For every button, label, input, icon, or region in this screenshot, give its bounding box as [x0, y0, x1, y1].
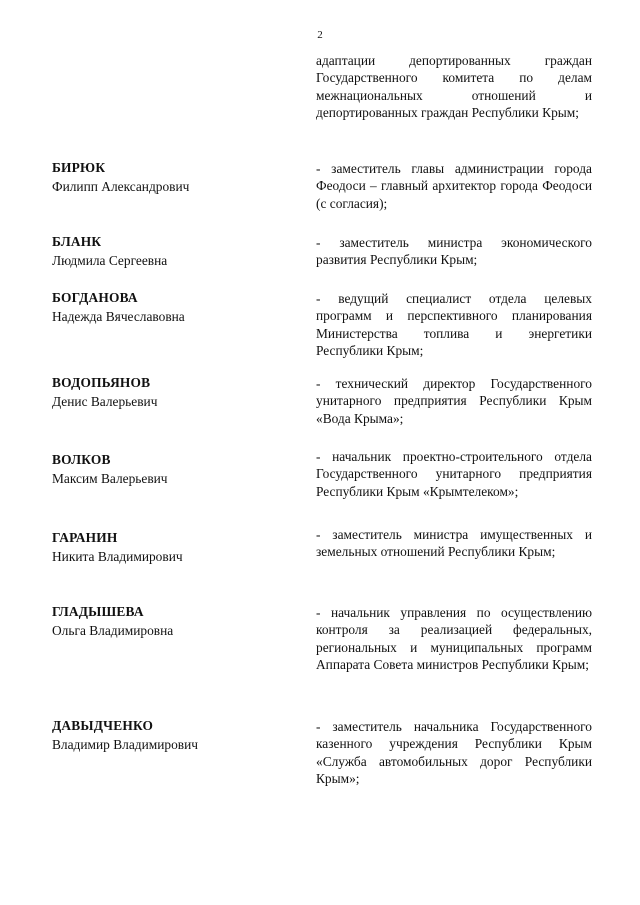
member-position: - начальник управления по осуществлению контроля за реализацией федеральных, региональных и муниципальных программ Аппарата Совета министров Республики Крым;	[316, 605, 592, 673]
member-given-name: Денис Валерьевич	[52, 394, 158, 409]
member-given-name: Максим Валерьевич	[52, 471, 168, 486]
intro-continuation-text: адаптации депортированных граждан Государственного комитета по делам межнациональных отношений и депортированных граждан Республики Крым;	[316, 53, 592, 121]
member-given-name: Надежда Вячеславовна	[52, 309, 185, 324]
member-position: - заместитель министра экономического развития Республики Крым;	[316, 235, 592, 268]
member-name	[52, 373, 292, 411]
member-name	[52, 232, 292, 270]
member-position: - заместитель начальника Государственного казенного учреждения Республики Крым «Служба автомобильных дорог Республики Крым»;	[316, 719, 592, 787]
member-given-name: Филипп Александрович	[52, 179, 190, 194]
member-name	[52, 602, 292, 640]
member-position: - заместитель главы администрации города Феодоси – главный архитектор города Феодоси (с согласия);	[316, 161, 592, 211]
member-surname: БЛАНК	[52, 234, 102, 249]
member-surname: ДАВЫДЧЕНКО	[52, 718, 154, 733]
member-surname: ГАРАНИН	[52, 530, 118, 545]
member-position: - ведущий специалист отдела целевых программ и перспективного планирования Министерства топлива и энергетики Республики Крым;	[316, 291, 592, 359]
member-given-name: Людмила Сергеевна	[52, 253, 168, 268]
member-surname: ГЛАДЫШЕВА	[52, 604, 144, 619]
member-position: - начальник проектно-строительного отдела Государственного унитарного предприятия Республики Крым «Крымтелеком»;	[316, 449, 592, 499]
page-number: 2	[317, 29, 323, 41]
member-surname: ВОЛКОВ	[52, 452, 111, 467]
member-surname: БОГДАНОВА	[52, 290, 138, 305]
member-name	[52, 528, 292, 566]
member-position: - технический директор Государственного унитарного предприятия Республики Крым «Вода Крыма»;	[316, 376, 592, 426]
member-name	[52, 450, 292, 488]
member-position: - заместитель министра имущественных и земельных отношений Республики Крым;	[316, 527, 592, 560]
member-surname: БИРЮК	[52, 160, 106, 175]
member-surname: ВОДОПЬЯНОВ	[52, 375, 151, 390]
member-name	[52, 158, 292, 196]
member-given-name: Никита Владимирович	[52, 549, 183, 564]
member-given-name: Владимир Владимирович	[52, 737, 199, 752]
member-given-name: Ольга Владимировна	[52, 623, 174, 638]
member-name	[52, 288, 292, 326]
member-name	[52, 716, 292, 754]
